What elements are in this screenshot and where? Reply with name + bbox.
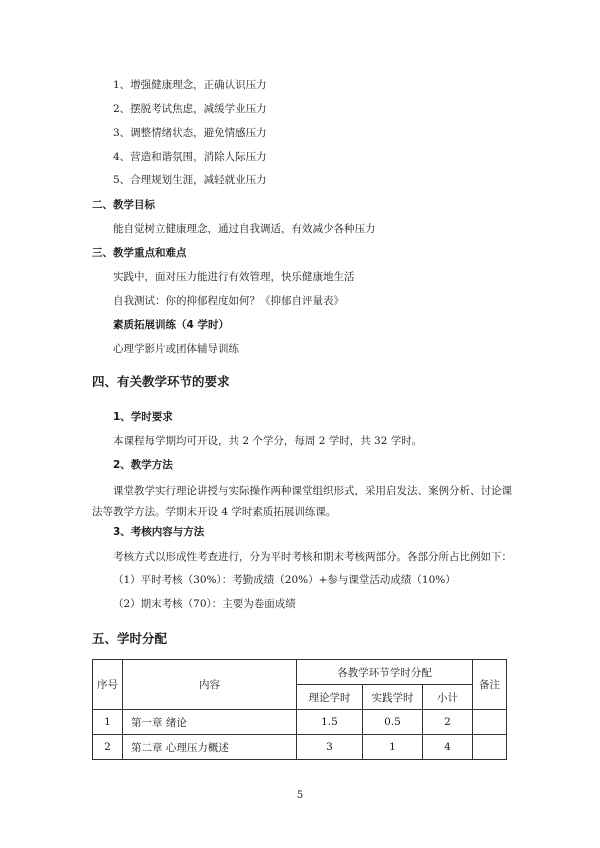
table-header-group: 各教学环节学时分配 [297, 660, 473, 685]
assessment-text: 考核方式以形成性考查进行，分为平时考核和期末考核两部分。各部分所占比例如下： [113, 551, 512, 563]
table-cell-seq: 2 [93, 735, 123, 760]
hours-text: 本课程每学期均可开设，共 2 个学分，每周 2 学时，共 32 学时。 [113, 435, 423, 447]
table-header-row [93, 660, 507, 685]
section-heading-key-points: 三、教学重点和难点 [92, 247, 187, 259]
assessment-item-2: （2）期末考核（70）：主要为卷面成绩 [113, 598, 296, 610]
section-heading-hours-allocation: 五、学时分配 [92, 631, 168, 646]
list-item: 5、合理规划生涯，减轻就业压力 [113, 174, 267, 186]
section-heading-goals: 二、教学目标 [92, 199, 155, 211]
table-header-content: 内容 [123, 660, 297, 710]
table-row [93, 710, 507, 735]
training-text: 心理学影片或团体辅导训练 [113, 343, 239, 355]
table-cell-subtotal: 4 [423, 735, 473, 760]
list-item: 2、摆脱考试焦虑，减缓学业压力 [113, 103, 267, 115]
goals-text: 能自觉树立健康理念，通过自我调适，有效减少各种压力 [113, 223, 376, 235]
table-header-note: 备注 [473, 660, 507, 710]
table-cell-content: 第一章 绪论 [123, 710, 297, 735]
table-row [93, 735, 507, 760]
section-heading-requirements: 四、有关教学环节的要求 [92, 374, 230, 389]
list-item: 3、调整情绪状态，避免情感压力 [113, 127, 267, 139]
list-item: 1、增强健康理念，正确认识压力 [113, 79, 267, 91]
sub-heading-method: 2、教学方法 [113, 459, 173, 471]
table-cell-content: 第二章 心理压力概述 [123, 735, 297, 760]
list-item: 4、营造和谐氛围，消除人际压力 [113, 151, 267, 163]
method-text-line1: 课堂教学实行理论讲授与实际操作两种课堂组织形式，采用启发法、案例分析、讨论课 [113, 485, 512, 497]
table-cell-theory: 1.5 [297, 710, 363, 735]
table-cell-seq: 1 [93, 710, 123, 735]
table-cell-practice: 0.5 [363, 710, 423, 735]
table-header-seq: 序号 [93, 660, 123, 710]
table-cell-subtotal: 2 [423, 710, 473, 735]
assessment-item-1: （1）平时考核（30%）：考勤成绩（20%）+参与课堂活动成绩（10%） [113, 574, 456, 586]
table-cell-practice: 1 [363, 735, 423, 760]
self-test-text: 自我测试：你的抑郁程度如何？《抑郁自评量表》 [113, 295, 344, 307]
table-header-theory: 理论学时 [297, 685, 363, 710]
key-points-text: 实践中，面对压力能进行有效管理，快乐健康地生活 [113, 271, 355, 283]
method-text-line2: 法等教学方法。学期末开设 4 学时素质拓展训练课。 [92, 506, 337, 518]
table-cell-note [473, 735, 507, 760]
table-cell-note [473, 710, 507, 735]
hours-allocation-table [92, 659, 507, 760]
table-cell-theory: 3 [297, 735, 363, 760]
sub-heading-hours: 1、学时要求 [113, 411, 173, 423]
sub-heading-assessment: 3、考核内容与方法 [113, 526, 205, 538]
table-header-subtotal: 小计 [423, 685, 473, 710]
table-header-practice: 实践学时 [363, 685, 423, 710]
training-subheading: 素质拓展训练（4 学时） [113, 319, 229, 331]
page-number: 5 [296, 790, 304, 801]
